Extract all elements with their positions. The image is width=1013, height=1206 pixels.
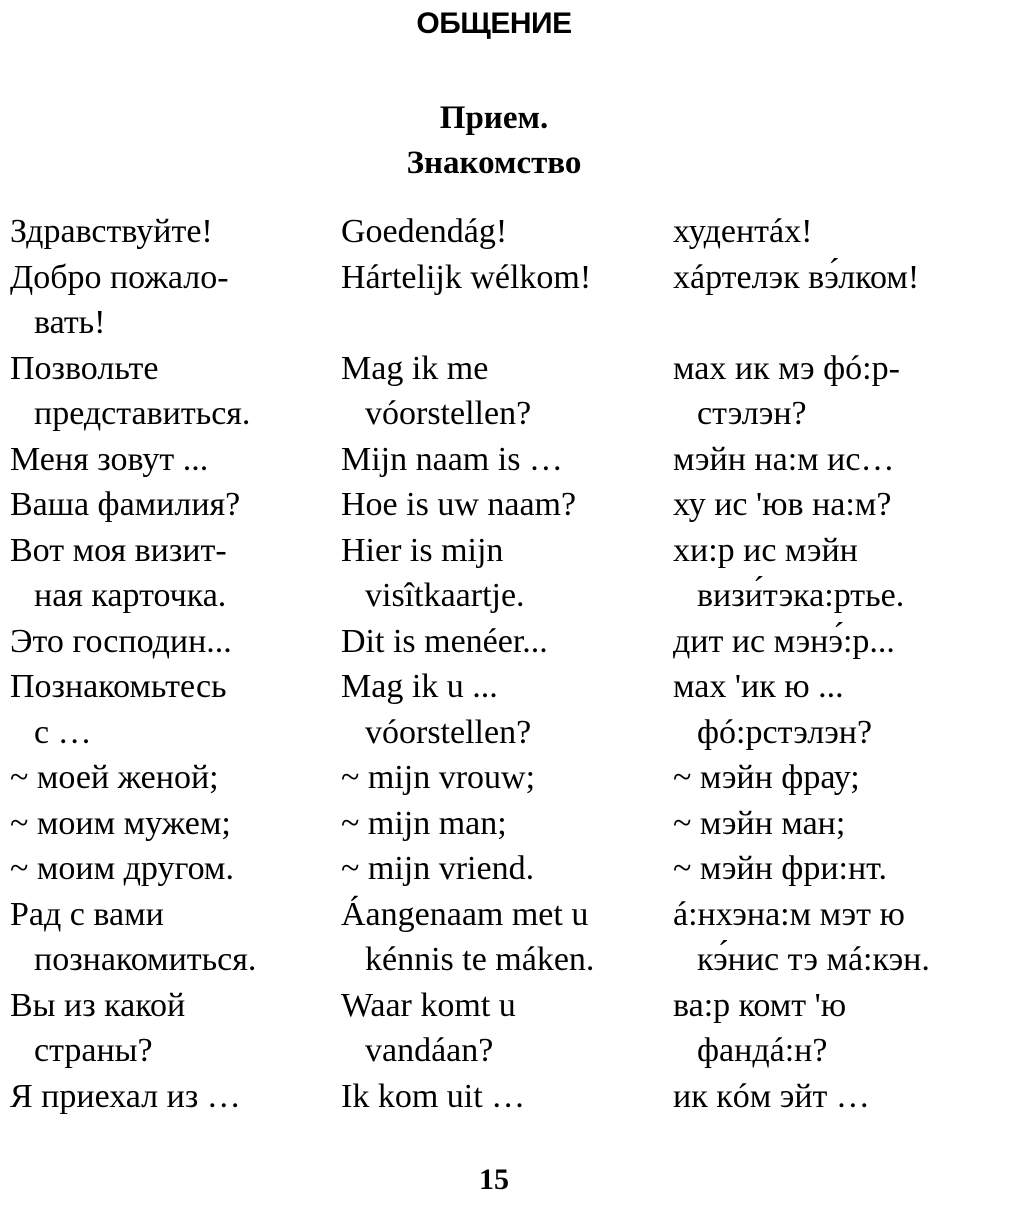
russian-phrase <box>10 664 227 755</box>
dutch-phrase-line: Hier is mijn <box>341 531 504 569</box>
transcription-line: мах ик мэ фó:р- <box>673 349 900 387</box>
transcription <box>673 755 860 801</box>
phrase-row <box>0 209 1013 255</box>
russian-phrase-line: познакомиться. <box>34 941 257 978</box>
transcription-line: худентáх! <box>673 213 813 250</box>
page-number: 15 <box>479 1163 509 1196</box>
phrase-row <box>0 482 1013 528</box>
transcription <box>673 664 872 755</box>
russian-phrase <box>10 209 213 255</box>
transcription-line: ик кóм эйт … <box>673 1077 870 1115</box>
transcription-line: дит ис мэнэ́:р... <box>673 622 895 660</box>
dutch-phrase-line: visîtkaartje. <box>365 577 525 614</box>
phrase-row <box>0 664 1013 755</box>
dutch-phrase-line: Áangenaam met u <box>341 895 589 933</box>
topic-heading-line-1: Прием. <box>439 100 549 136</box>
russian-phrase <box>10 528 227 619</box>
dutch-phrase-line: Mijn naam is … <box>341 440 563 478</box>
russian-phrase-line: страны? <box>34 1032 153 1069</box>
russian-phrase-line: Вы из какой <box>10 986 186 1024</box>
dutch-phrase-line: Hártelijk wélkom! <box>341 258 592 296</box>
dutch-phrase-line: ~ mijn vriend. <box>341 850 535 887</box>
dutch-phrase <box>341 255 591 301</box>
dutch-phrase-line: kénnis te máken. <box>365 941 595 978</box>
dutch-phrase <box>341 892 594 983</box>
transcription <box>673 983 846 1074</box>
transcription-line: ва:р комт 'ю <box>673 986 847 1024</box>
russian-phrase-line: Это господин... <box>10 622 232 660</box>
dutch-phrase <box>341 1074 525 1120</box>
dutch-phrase <box>341 528 525 619</box>
dutch-phrase-line: Ik kom uit … <box>341 1077 526 1115</box>
phrase-row <box>0 755 1013 801</box>
russian-phrase-line: Позвольте <box>10 349 159 387</box>
dutch-phrase-line: Dit is menéer... <box>341 622 548 660</box>
transcription-line: ~ мэйн фрау; <box>673 759 860 796</box>
transcription <box>673 346 900 437</box>
phrase-row <box>0 255 1013 346</box>
transcription-line: ху ис 'юв на:м? <box>673 486 892 523</box>
dutch-phrase-line: vóorstellen? <box>365 395 532 432</box>
dutch-phrase-line: vandáan? <box>365 1032 494 1069</box>
transcription-line: á:нхэна:м мэт ю <box>673 895 905 933</box>
dutch-phrase-line: ~ mijn man; <box>341 804 507 842</box>
russian-phrase <box>10 346 250 437</box>
russian-phrase <box>10 437 208 483</box>
dutch-phrase <box>341 437 563 483</box>
transcription-line: стэлэн? <box>697 395 807 432</box>
phrase-row <box>0 346 1013 437</box>
dutch-phrase-line: Mag ik u ... <box>341 668 498 705</box>
dutch-phrase <box>341 801 507 847</box>
russian-phrase <box>10 846 234 892</box>
transcription-line: фандá:н? <box>697 1032 828 1069</box>
russian-phrase <box>10 255 229 346</box>
russian-phrase-line: Меня зовут ... <box>10 440 209 478</box>
dutch-phrase-line: Hoe is uw naam? <box>341 486 577 523</box>
dutch-phrase-line: Mag ik me <box>341 349 489 387</box>
dutch-phrase <box>341 482 576 528</box>
phrase-row <box>0 437 1013 483</box>
russian-phrase-line: Вот моя визит- <box>10 531 227 569</box>
transcription-line: хи:р ис мэйн <box>673 531 858 569</box>
russian-phrase <box>10 619 232 665</box>
russian-phrase-line: ная карточка. <box>34 577 227 614</box>
transcription-line: хáртелэк вэ́лком! <box>673 258 920 296</box>
russian-phrase-line: ~ моим мужем; <box>10 804 231 842</box>
russian-phrase-line: с … <box>34 713 92 751</box>
dutch-phrase-line: Goedendág! <box>341 213 508 250</box>
transcription-line: ~ мэйн ман; <box>673 804 846 842</box>
transcription-line: фó:рстэлэн? <box>697 713 873 751</box>
russian-phrase <box>10 482 240 528</box>
russian-phrase-line: вать! <box>34 304 106 341</box>
dutch-phrase <box>341 209 507 255</box>
phrase-row <box>0 846 1013 892</box>
russian-phrase <box>10 1074 241 1120</box>
transcription <box>673 846 887 892</box>
transcription <box>673 482 891 528</box>
phrase-row <box>0 619 1013 665</box>
russian-phrase <box>10 892 256 983</box>
dutch-phrase <box>341 755 535 801</box>
section-title: ОБЩЕНИЕ <box>416 7 572 40</box>
dutch-phrase <box>341 346 531 437</box>
transcription-line: мах 'ик ю ... <box>673 668 844 705</box>
dutch-phrase-line: vóorstellen? <box>365 713 532 751</box>
russian-phrase <box>10 983 185 1074</box>
transcription-line: мэйн на:м ис… <box>673 440 895 478</box>
dutch-phrase-line: Waar komt u <box>341 986 516 1024</box>
russian-phrase-line: ~ моей женой; <box>10 759 219 796</box>
transcription <box>673 209 812 255</box>
russian-phrase-line: Ваша фамилия? <box>10 486 241 523</box>
transcription <box>673 1074 870 1120</box>
dutch-phrase <box>341 619 548 665</box>
transcription-line: визи́тэка:ртье. <box>697 577 905 614</box>
dutch-phrase-line: ~ mijn vrouw; <box>341 759 536 796</box>
transcription <box>673 255 919 301</box>
russian-phrase-line: Я приехал из … <box>10 1077 241 1115</box>
phrase-row <box>0 1074 1013 1120</box>
transcription <box>673 528 904 619</box>
phrase-row <box>0 983 1013 1074</box>
transcription <box>673 619 895 665</box>
dutch-phrase <box>341 664 531 755</box>
dutch-phrase <box>341 846 534 892</box>
phrase-row <box>0 528 1013 619</box>
phrase-row <box>0 892 1013 983</box>
topic-heading-line-2: Знакомство <box>406 145 582 181</box>
transcription-line: ~ мэйн фри:нт. <box>673 850 887 887</box>
russian-phrase-line: Познакомьтесь <box>10 668 227 705</box>
phrase-table <box>0 209 1013 1119</box>
dutch-phrase <box>341 983 516 1074</box>
russian-phrase-line: представиться. <box>34 395 251 432</box>
transcription-line: кэ́нис тэ мá:кэн. <box>697 941 930 978</box>
transcription <box>673 437 894 483</box>
russian-phrase-line: Рад с вами <box>10 895 164 933</box>
russian-phrase-line: Добро пожало- <box>10 258 229 296</box>
transcription <box>673 801 845 847</box>
russian-phrase <box>10 801 231 847</box>
phrase-row <box>0 801 1013 847</box>
russian-phrase <box>10 755 219 801</box>
russian-phrase-line: ~ моим другом. <box>10 850 234 887</box>
transcription <box>673 892 930 983</box>
russian-phrase-line: Здравствуйте! <box>10 213 213 250</box>
